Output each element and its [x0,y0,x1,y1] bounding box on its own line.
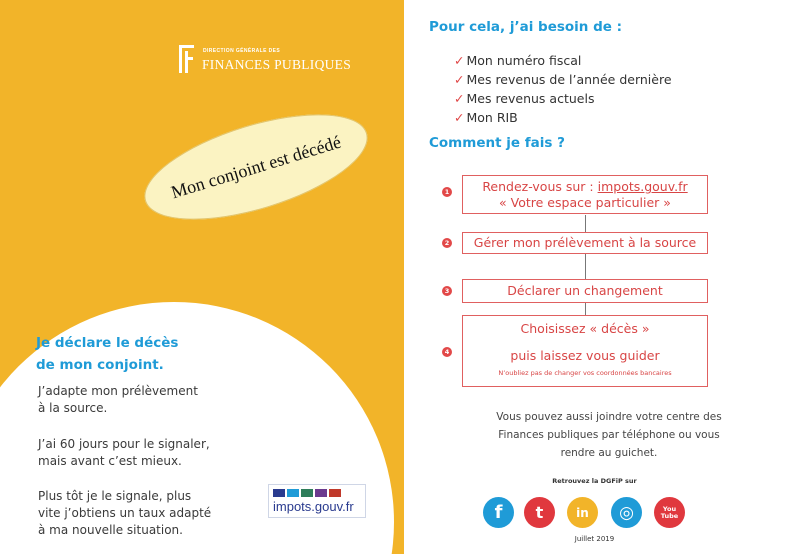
instagram-icon[interactable]: ◎ [611,497,642,528]
check-icon: ✓ [454,72,465,87]
check-icon: ✓ [454,91,465,106]
paragraph-line: vite j’obtiens un taux adapté [38,506,212,520]
check-icon: ✓ [454,110,465,125]
social-heading: Retrouvez la DGFiP sur [552,477,637,485]
step-3-text: Déclarer un changement [507,283,663,298]
impots-gouv-logo [268,484,366,518]
step-1-prefix: Rendez-vous sur : [482,179,598,194]
left-heading [36,332,178,376]
paragraph-line: à ma nouvelle situation. [38,523,183,537]
need-item [454,51,672,70]
step-number-4: 4 [442,347,452,357]
need-item-label: Mes revenus de l’année dernière [466,72,672,87]
left-heading-line1: Je déclare le décès [36,335,179,351]
step-3-box [462,279,708,303]
linkedin-icon[interactable]: in [567,497,598,528]
step-1-line1 [463,179,707,195]
step-number-2: 2 [442,238,452,248]
badge-square [287,489,299,497]
contact-line: rendre au guichet. [560,447,658,459]
step-1-box [462,175,708,214]
facebook-icon[interactable]: f [483,497,514,528]
right-panel [404,0,785,554]
contact-text [454,408,764,462]
paragraph-line: J’adapte mon prélèvement [38,384,198,398]
impots-link[interactable]: impots.gouv.fr [597,179,688,194]
contact-line: Vous pouvez aussi joindre votre centre des [496,411,722,423]
marianne-emblem-icon [176,42,198,76]
step-number-1: 1 [442,187,452,197]
need-item-label: Mes revenus actuels [466,91,595,106]
badge-text: impots.gouv.fr [273,499,354,514]
step-1-line2: « Votre espace particulier » [499,195,671,210]
step-2-text: Gérer mon prélèvement à la source [473,235,697,250]
logo-subtitle: DIRECTION GÉNÉRALE DES [203,48,281,54]
left-heading-line2: de mon conjoint. [36,357,164,373]
twitter-icon[interactable]: t [524,497,555,528]
paragraph-line: à la source. [38,401,108,415]
paragraph-line: mais avant c’est mieux. [38,454,182,468]
step-4-note: N’oubliez pas de changer vos coordonnées bancaires [498,369,672,377]
need-item [454,108,672,127]
youtube-icon[interactable]: You Tube [654,497,685,528]
need-item-label: Mon numéro fiscal [466,53,582,68]
step-4-line2: puis laissez vous guider [510,348,660,363]
step-4-box [462,315,708,387]
publication-date: Juillet 2019 [574,535,615,543]
need-item [454,70,672,89]
paragraph-deadline [38,436,210,470]
need-heading: Pour cela, j’ai besoin de : [429,19,623,35]
paragraph-line: Plus tôt je le signale, plus [38,489,192,503]
need-item [454,89,672,108]
check-icon: ✓ [454,53,465,68]
paragraph-line: J’ai 60 jours pour le signaler, [38,437,210,451]
step-2-box [462,232,708,254]
logo-title: FINANCES PUBLIQUES [202,57,352,72]
headline-oval [133,93,379,241]
need-item-label: Mon RIB [466,110,518,125]
badge-square [273,489,285,497]
headline-text: Mon conjoint est décédé [168,131,344,202]
how-heading: Comment je fais ? [429,135,565,151]
badge-square [315,489,327,497]
badge-square [329,489,341,497]
need-list [454,51,672,127]
step-4-line1: Choisissez « décès » [520,321,650,336]
paragraph-early [38,488,211,539]
contact-line: Finances publiques par téléphone ou vous [498,429,720,441]
paragraph-adapt [38,383,198,417]
badge-square [301,489,313,497]
step-number-3: 3 [442,286,452,296]
